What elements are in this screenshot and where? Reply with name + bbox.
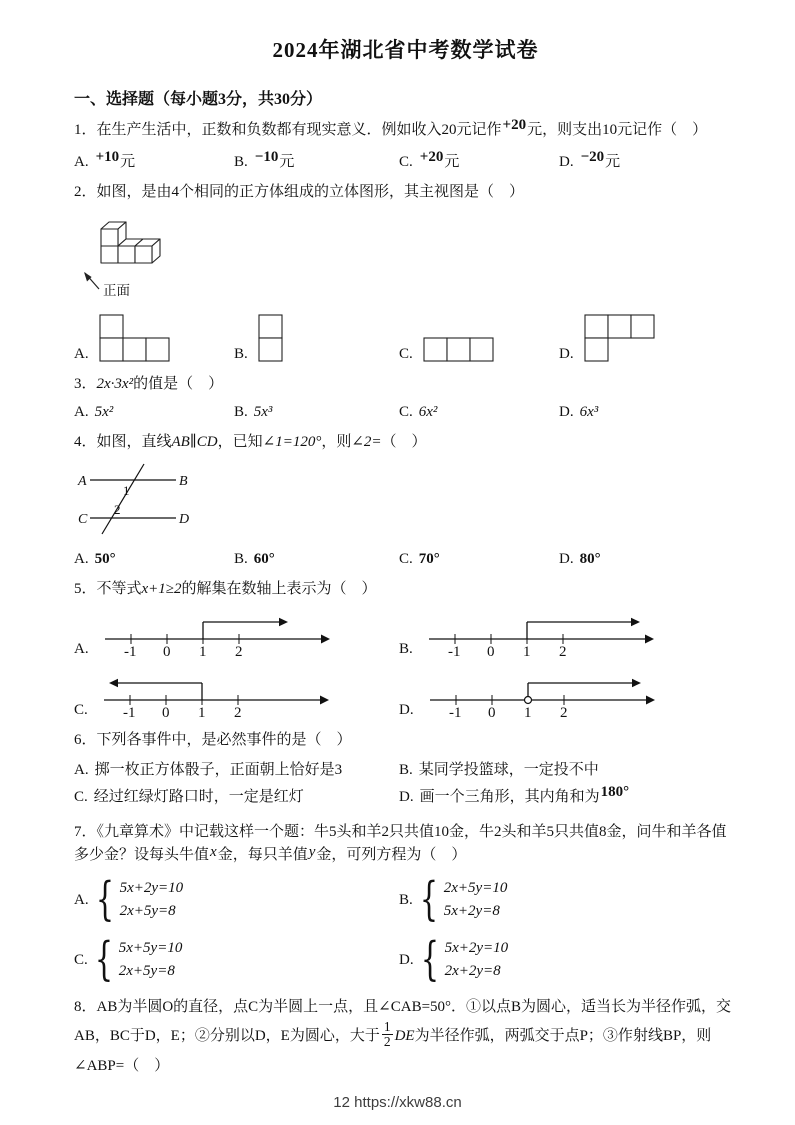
q7-stem [74, 821, 737, 868]
equation-2: 5x+2y=8 [443, 903, 500, 919]
q7-option-b [399, 872, 737, 927]
q5-options-row-2 [74, 666, 737, 719]
q2-figure [76, 209, 737, 308]
tick-label: 2 [234, 644, 243, 659]
option-label: B. [234, 551, 248, 567]
q6-text: 6．下列各事件中，是必然事件的是（ ） [74, 732, 352, 749]
tick-label: 1 [523, 705, 532, 720]
footer-text: 12 https://xkw88.cn [333, 1094, 462, 1111]
brace-icon: { [94, 932, 113, 987]
q4-option-b [234, 551, 399, 568]
label-B: B [179, 474, 188, 489]
option-label: C. [74, 951, 88, 968]
q2-options [74, 314, 737, 363]
front-view-a [99, 314, 171, 363]
front-label: 正面 [103, 282, 130, 298]
q4-text-2: ，已知 [217, 433, 263, 450]
q7-var-x: x [210, 843, 217, 860]
option-label: B. [399, 641, 413, 658]
fraction-numerator: 1 [383, 1019, 391, 1035]
tick-label: 0 [487, 705, 496, 720]
q8-text-1: 8．AB为半圆O的直径，点C为半圆上一点，且∠CAB=50°．①以点B为圆心，适当长为半径作弧，交AB，BC于D，E；②分别以D，E为圆心，大于 [74, 999, 732, 1045]
q7-options [74, 872, 737, 987]
tick-label: 1 [522, 644, 531, 659]
equation-2: 2x+5y=8 [119, 903, 176, 919]
tick-label: 1 [197, 705, 206, 720]
parallel-lines-figure [76, 458, 194, 538]
q3-expression: 2x·3x² [96, 375, 134, 392]
option-label: B. [234, 345, 248, 362]
q1-option-a [74, 150, 234, 171]
option-value: 5x² [94, 403, 114, 420]
q1-options [74, 150, 737, 171]
option-value: 60° [253, 551, 275, 567]
option-text: 某同学投篮球，一定投不中 [418, 761, 599, 778]
label-C: C [78, 512, 88, 527]
q3-text: 的值是（ ） [133, 375, 224, 392]
label-A: A [78, 474, 87, 489]
equation-1: 5x+2y=10 [119, 880, 184, 896]
q2-text: 2．如图，是由4个相同的正方体组成的立体图形，其主视图是（ ） [74, 184, 525, 201]
option-value: 50° [94, 551, 116, 567]
q1-text-pre: 1．在生产生活中，正数和负数都有现实意义．例如收入20元记作 [74, 122, 502, 138]
option-label: C. [399, 551, 413, 567]
q5-option-d [399, 666, 660, 719]
fraction-denominator: 2 [383, 1034, 391, 1050]
option-suffix: 元 [120, 154, 136, 171]
option-value: +10 [95, 149, 120, 166]
q6-stem [74, 729, 737, 752]
tick-label: 0 [486, 644, 495, 659]
brace-icon: { [419, 872, 438, 927]
q4-math-1: AB∥CD [171, 433, 218, 450]
q7-option-c [74, 932, 399, 987]
question-6 [74, 729, 737, 810]
brace-icon: { [420, 932, 439, 987]
q7-option-d [399, 932, 737, 987]
option-label: C. [399, 403, 413, 420]
label-D: D [179, 512, 190, 527]
option-label: A. [74, 551, 89, 567]
q8-stem [74, 993, 737, 1081]
option-value: 6x³ [579, 403, 599, 420]
q1-text-post: 元，则支出10元记作（ ） [527, 122, 708, 138]
option-suffix: 元 [279, 154, 295, 171]
angle-2-label: 2 [114, 502, 121, 517]
section-header: 一、选择题（每小题3分，共30分） [74, 91, 323, 108]
q5-text-2: 的解集在数轴上表示为（ ） [181, 581, 377, 597]
q2-option-d [559, 314, 656, 363]
question-1 [74, 119, 737, 171]
tick-label: 2 [558, 644, 567, 659]
numberline-c [94, 666, 334, 719]
q7-option-a [74, 872, 399, 927]
option-label: D. [559, 403, 574, 420]
option-label: A. [74, 154, 89, 171]
fraction-one-half [382, 1020, 393, 1049]
option-label: D. [559, 345, 574, 362]
equation-2: 2x+5y=8 [118, 963, 175, 979]
option-value: 5x³ [253, 403, 273, 420]
option-value: 6x² [418, 403, 438, 420]
option-label: B. [399, 761, 413, 778]
equation-1: 5x+2y=10 [444, 940, 509, 956]
option-label: C. [74, 702, 88, 719]
option-label: D. [559, 551, 574, 567]
question-8 [74, 993, 737, 1081]
option-text: 掷一枚正方体骰子，正面朝上恰好是3 [94, 761, 343, 778]
question-2 [74, 181, 737, 362]
q7-var-y: y [308, 843, 316, 860]
q4-text-4: （ ） [381, 433, 427, 450]
front-view-c [423, 337, 495, 363]
option-value: 80° [579, 551, 601, 567]
option-label: D. [399, 951, 414, 968]
q2-stem [74, 181, 737, 204]
q5-text-1: 5．不等式 [74, 581, 142, 597]
option-label: B. [399, 891, 413, 908]
tick-label: -1 [447, 644, 461, 659]
tick-label: 2 [233, 705, 242, 720]
q4-option-a [74, 551, 234, 568]
tick-label: -1 [448, 705, 462, 720]
page-title: 2024年湖北省中考数学试卷 [272, 38, 539, 62]
q6-option-c [74, 784, 399, 811]
option-label: A. [74, 891, 89, 908]
tick-label: 0 [161, 705, 170, 720]
q6-options-row-1 [74, 757, 737, 784]
q4-text-3: ，则 [321, 433, 352, 450]
q5-option-a [74, 605, 399, 658]
option-label: C. [399, 154, 413, 171]
q1-option-b [234, 150, 399, 171]
option-label: D. [559, 154, 574, 171]
q3-option-a [74, 404, 234, 421]
option-value: +20 [419, 149, 444, 166]
q5-inequality: x+1≥2 [141, 581, 182, 597]
tick-label: 1 [198, 644, 207, 659]
q1-sup-value: +20 [502, 117, 527, 133]
question-3 [74, 373, 737, 421]
option-label: A. [74, 403, 89, 420]
q6-options-row-2 [74, 784, 737, 811]
tick-label: -1 [122, 705, 136, 720]
q5-options-row-1 [74, 605, 737, 658]
q3-option-c [399, 404, 559, 421]
option-label: A. [74, 761, 89, 778]
q6-option-a [74, 757, 399, 784]
q7-text-3: 金，可列方程为（ ） [316, 846, 467, 863]
footer-watermark [0, 1094, 795, 1111]
option-label: D. [399, 702, 414, 719]
brace-icon: { [95, 872, 114, 927]
front-view-b [258, 314, 284, 363]
option-label: A. [74, 641, 89, 658]
q6-option-b [399, 757, 599, 784]
q8-text-2: 为半径作弧，两弧交于点P；③作射线BP，则∠ABP=（ ） [74, 1028, 712, 1074]
q5-option-b [399, 605, 659, 658]
tick-label: -1 [123, 644, 137, 659]
option-label: D. [399, 788, 414, 805]
q2-option-b [234, 314, 399, 363]
q4-option-d [559, 551, 719, 568]
option-value: −10 [254, 149, 279, 166]
equation-1: 5x+5y=10 [118, 940, 183, 956]
q4-math-3: ∠2= [351, 433, 382, 450]
front-view-d [584, 314, 656, 363]
option-label: B. [234, 154, 248, 171]
option-suffix: 元 [444, 154, 460, 171]
angle-1-label: 1 [123, 483, 130, 498]
q3-stem [74, 373, 737, 396]
q2-option-a [74, 314, 234, 363]
q4-options [74, 551, 737, 568]
option-label: A. [74, 345, 89, 362]
q4-stem [74, 431, 737, 454]
q2-option-c [399, 337, 559, 363]
option-sup: 180° [600, 783, 630, 800]
option-value: 70° [418, 551, 440, 567]
tick-label: 0 [162, 644, 171, 659]
option-text: 经过红绿灯路口时，一定是红灯 [93, 788, 304, 805]
q3-option-d [559, 404, 719, 421]
equation-1: 2x+5y=10 [443, 880, 508, 896]
q4-text-1: 4．如图，直线 [74, 433, 172, 450]
option-label: B. [234, 403, 248, 420]
cube-figure [76, 209, 198, 303]
question-4 [74, 431, 737, 568]
q4-math-2: ∠1=120° [262, 433, 322, 450]
option-label: C. [399, 345, 413, 362]
equation-2: 2x+2y=8 [444, 963, 501, 979]
q3-option-b [234, 404, 399, 421]
q1-option-d [559, 150, 719, 171]
numberline-d [420, 666, 660, 719]
numberline-a [95, 605, 335, 658]
numberline-b [419, 605, 659, 658]
q3-number: 3． [74, 375, 97, 392]
question-7 [74, 821, 737, 987]
question-5 [74, 578, 737, 719]
q4-figure [76, 458, 737, 543]
q7-text-1: 7．《九章算术》中记载这样一个题：牛5头和羊2只共值10金，牛2头和羊5只共值8金，问牛和羊各值多少金？设每头牛值 [74, 823, 727, 863]
q8-segment-DE: DE [394, 1028, 415, 1045]
tick-label: 2 [559, 705, 568, 720]
option-text: 画一个三角形，其内角和为 [419, 788, 600, 805]
q4-option-c [399, 551, 559, 568]
q1-stem [74, 119, 737, 142]
q7-text-2: 金，每只羊值 [217, 846, 308, 863]
q1-option-c [399, 150, 559, 171]
q6-option-d [399, 784, 630, 811]
option-label: C. [74, 788, 88, 805]
option-suffix: 元 [605, 154, 621, 171]
option-value: −20 [580, 149, 605, 166]
q5-stem [74, 578, 737, 601]
q3-options [74, 404, 737, 421]
q5-option-c [74, 666, 399, 719]
